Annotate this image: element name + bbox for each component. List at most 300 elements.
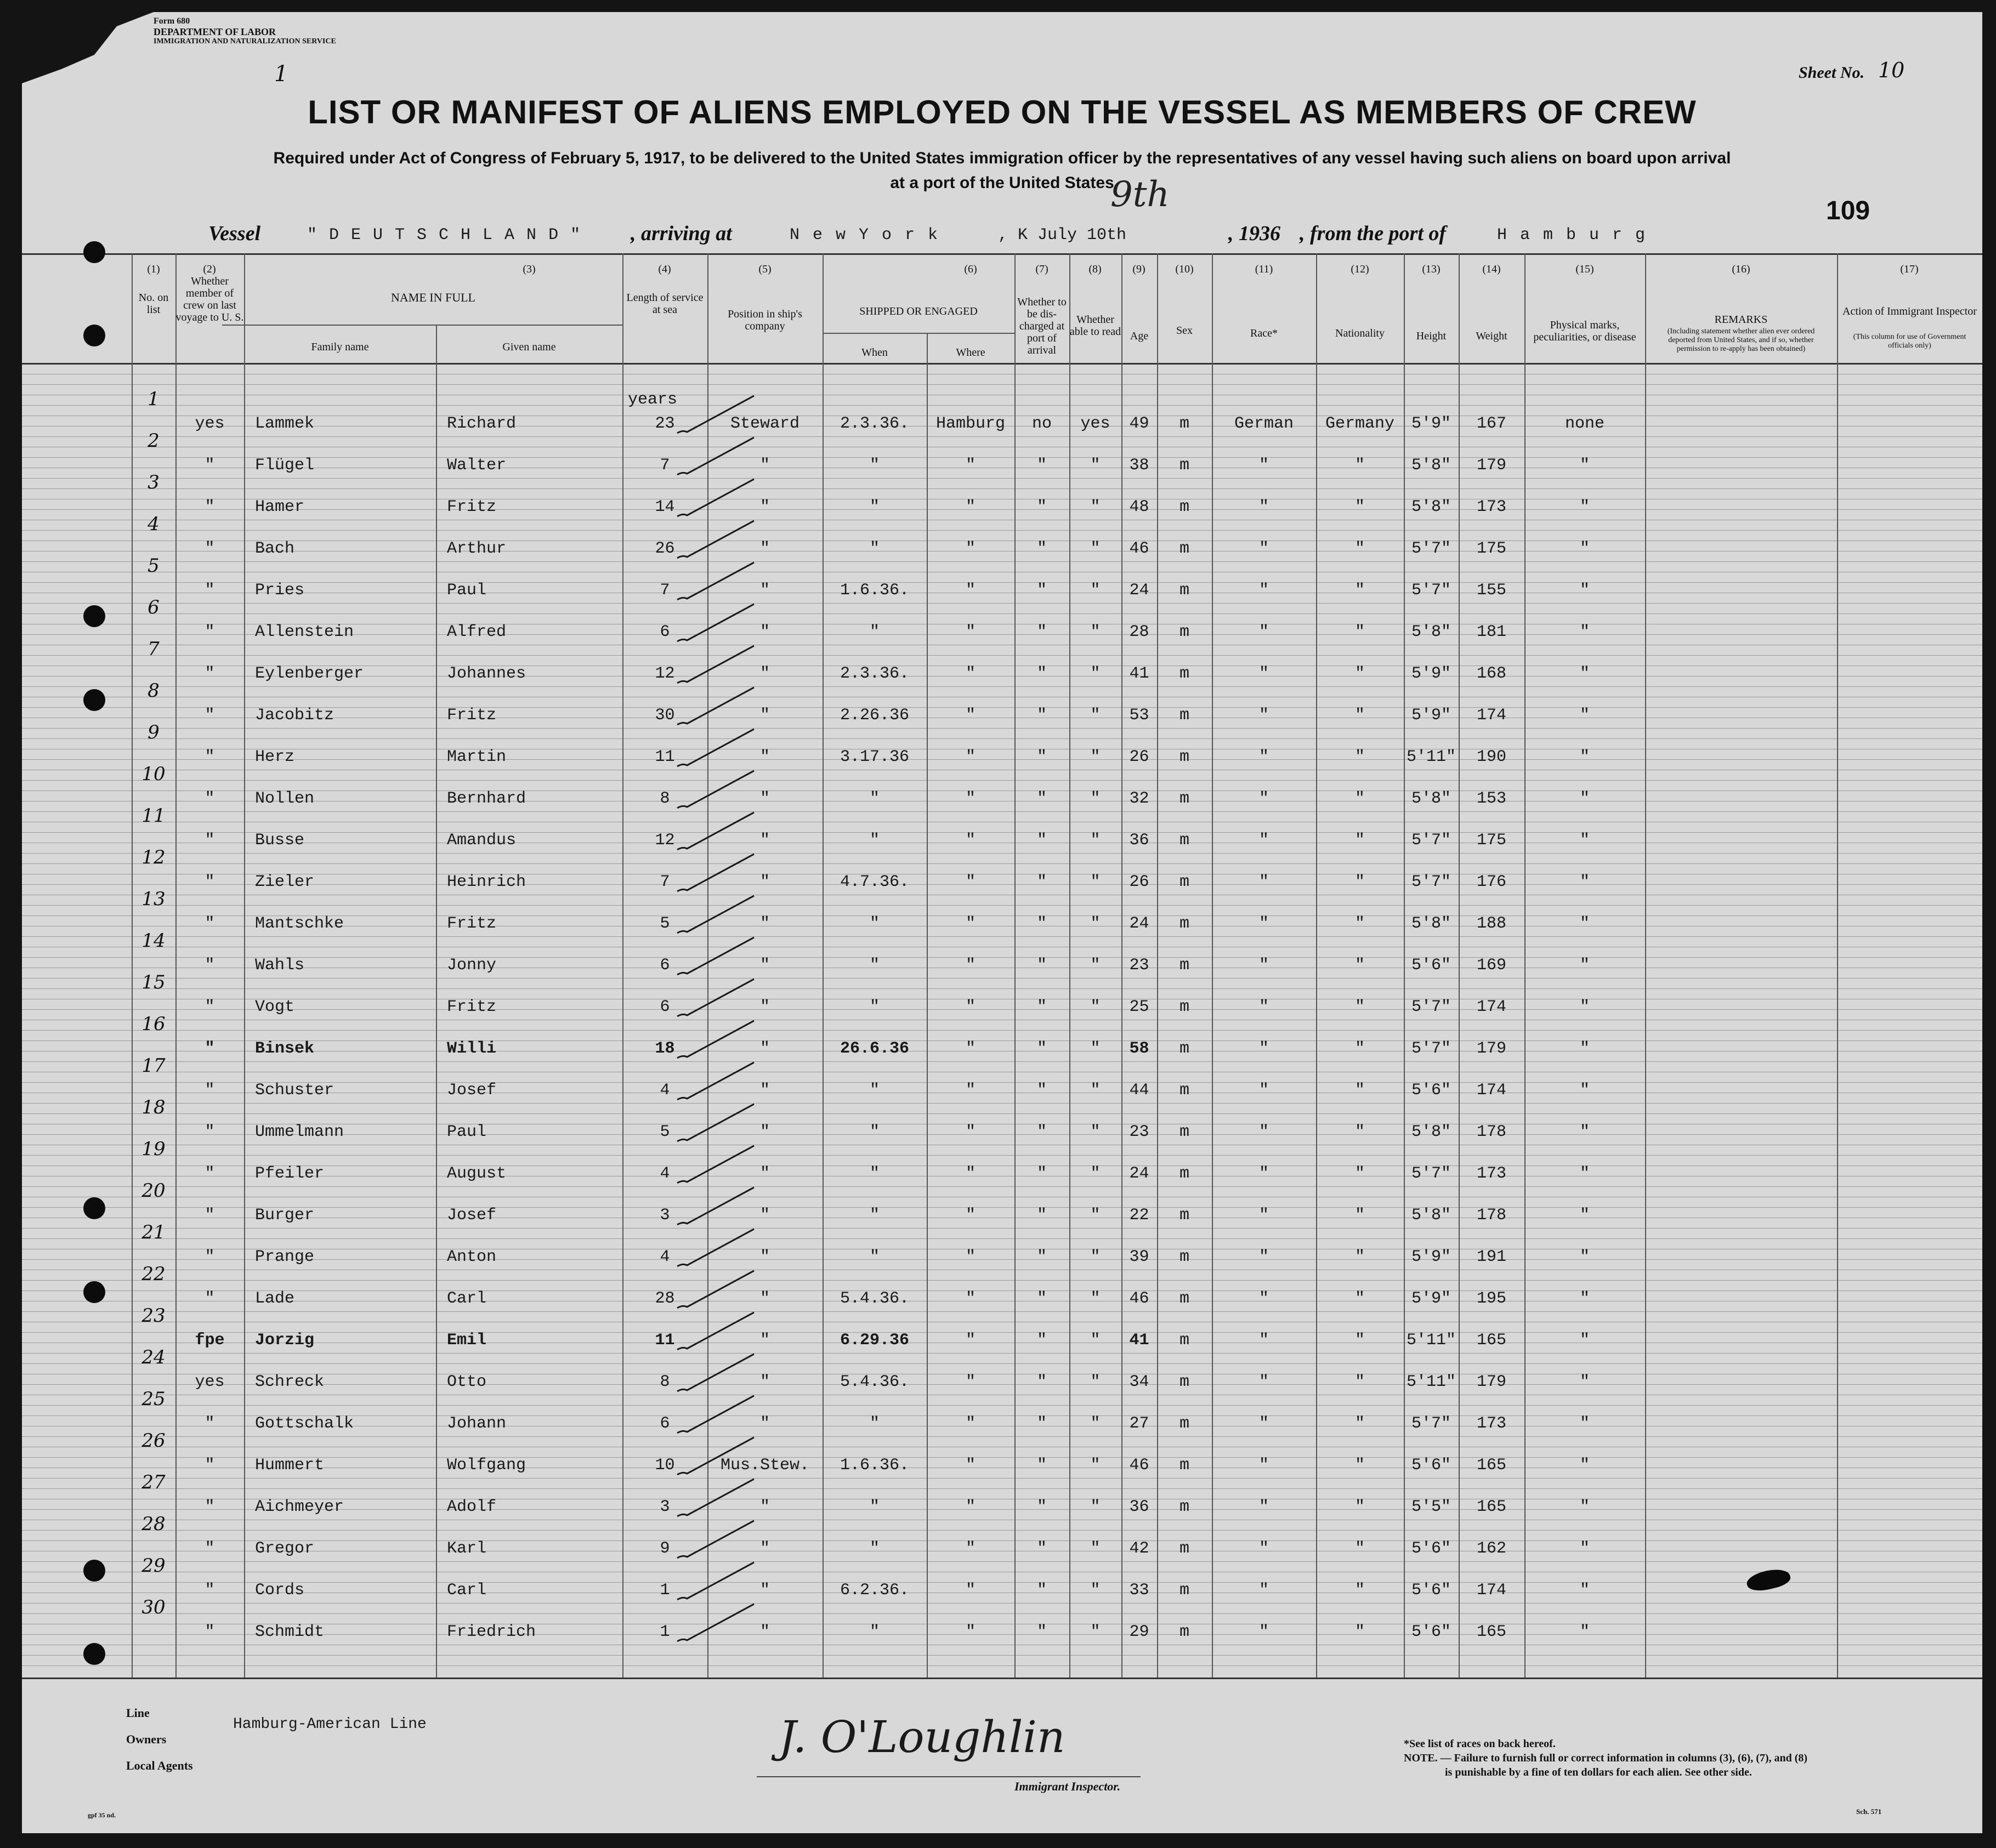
cell-race: " bbox=[1258, 1539, 1269, 1558]
cell-service: 4 bbox=[660, 1164, 670, 1183]
cell-member: " bbox=[205, 748, 215, 766]
col-head-physical: Physical marks, peculiarities, or disease bbox=[1533, 319, 1636, 343]
cell-where: " bbox=[965, 1581, 976, 1600]
cell-dis: " bbox=[1036, 873, 1047, 891]
col-head-position: Position in ship's company bbox=[728, 308, 802, 332]
from-label: , from the port of bbox=[1300, 222, 1447, 245]
cell-n: 10 bbox=[141, 763, 166, 785]
cell-phys: " bbox=[1579, 1081, 1590, 1100]
cell-nat: " bbox=[1354, 498, 1365, 516]
cell-member: " bbox=[205, 706, 215, 725]
cell-weight: 190 bbox=[1476, 748, 1506, 766]
cell-phys: " bbox=[1579, 1039, 1590, 1058]
cell-service: 6 bbox=[660, 623, 670, 641]
cell-family: Schreck bbox=[255, 1373, 325, 1391]
cell-age: 46 bbox=[1129, 539, 1149, 558]
cell-given: Carl bbox=[447, 1581, 487, 1600]
cell-age: 34 bbox=[1129, 1373, 1149, 1391]
cell-nat: Germany bbox=[1325, 414, 1395, 433]
line-label: Line bbox=[126, 1706, 150, 1720]
cell-sex: m bbox=[1179, 1331, 1189, 1350]
binder-hole bbox=[83, 1281, 105, 1303]
cell-race: " bbox=[1258, 1581, 1269, 1600]
column-line bbox=[132, 253, 133, 1678]
cell-family: Pfeiler bbox=[255, 1164, 325, 1183]
table-bottom-border bbox=[22, 1678, 1982, 1679]
cell-age: 29 bbox=[1129, 1623, 1149, 1641]
cell-age: 33 bbox=[1129, 1581, 1149, 1600]
col-head-name: NAME IN FULL bbox=[391, 291, 475, 304]
cell-phys: " bbox=[1579, 1248, 1590, 1266]
ruled-line bbox=[22, 1280, 1982, 1281]
cell-given: Bernhard bbox=[447, 789, 526, 808]
column-number: (13) bbox=[1422, 263, 1441, 275]
cell-weight: 155 bbox=[1476, 581, 1506, 600]
cell-family: Ummelmann bbox=[255, 1123, 344, 1141]
subtitle-line1: Required under Act of Congress of February 5, 1917, to be delivered to the United States immigration officer by the representatives of any vessel having such aliens on board upon arrival bbox=[273, 149, 1731, 167]
cell-height: 5'7" bbox=[1411, 1164, 1451, 1183]
cell-member: " bbox=[205, 1539, 215, 1558]
cell-sex: m bbox=[1179, 456, 1189, 475]
cell-given: Carl bbox=[447, 1289, 487, 1308]
cell-weight: 175 bbox=[1476, 831, 1506, 850]
cell-where: " bbox=[965, 1164, 976, 1183]
cell-race: " bbox=[1258, 581, 1269, 600]
cell-height: 5'6" bbox=[1411, 956, 1451, 975]
cell-position: " bbox=[759, 789, 770, 808]
cell-phys: " bbox=[1579, 1581, 1590, 1600]
cell-dis: " bbox=[1036, 1373, 1047, 1391]
cell-age: 38 bbox=[1129, 456, 1149, 475]
cell-when: 1.6.36. bbox=[840, 1456, 910, 1475]
signature-line bbox=[757, 1776, 1141, 1777]
cell-race: " bbox=[1258, 831, 1269, 850]
cell-family: Nollen bbox=[255, 789, 315, 808]
column-number: (6) bbox=[964, 263, 977, 275]
cell-family: Schmidt bbox=[255, 1623, 325, 1641]
cell-when: 1.6.36. bbox=[840, 581, 910, 600]
cell-phys: " bbox=[1579, 998, 1590, 1016]
cell-where: " bbox=[965, 1623, 976, 1641]
cell-given: Friedrich bbox=[447, 1623, 536, 1641]
cell-where: " bbox=[965, 1498, 976, 1516]
cell-nat: " bbox=[1354, 1123, 1365, 1141]
cell-race: " bbox=[1258, 914, 1269, 933]
cell-height: 5'8" bbox=[1411, 498, 1451, 516]
cell-position: " bbox=[759, 1539, 770, 1558]
cell-age: 28 bbox=[1129, 623, 1149, 641]
cell-when: " bbox=[869, 1206, 880, 1225]
cell-dis: " bbox=[1036, 1123, 1047, 1141]
cell-when: " bbox=[869, 831, 880, 850]
cell-position: " bbox=[759, 914, 770, 933]
cell-position: " bbox=[759, 1331, 770, 1350]
cell-dis: " bbox=[1036, 456, 1047, 475]
cell-read: " bbox=[1090, 873, 1101, 891]
cell-n: 5 bbox=[148, 555, 160, 577]
column-number: (17) bbox=[1900, 263, 1919, 275]
binder-hole bbox=[83, 1197, 105, 1219]
cell-dis: " bbox=[1036, 1039, 1047, 1058]
cell-given: Wolfgang bbox=[447, 1456, 526, 1475]
col-head-read: Whether able to read bbox=[1069, 314, 1121, 338]
cell-phys: " bbox=[1579, 1373, 1590, 1391]
departure-port: H a m b u r g bbox=[1497, 226, 1647, 244]
cell-where: " bbox=[965, 831, 976, 850]
cell-member: " bbox=[205, 1164, 215, 1183]
cell-weight: 162 bbox=[1476, 1539, 1506, 1558]
cell-sex: m bbox=[1179, 706, 1189, 725]
cell-sex: m bbox=[1179, 1539, 1189, 1558]
cell-position: " bbox=[759, 498, 770, 516]
cell-age: 22 bbox=[1129, 1206, 1149, 1225]
cell-read: " bbox=[1090, 1456, 1101, 1475]
cell-when: " bbox=[869, 1248, 880, 1266]
cell-dis: no bbox=[1031, 414, 1052, 433]
cell-n: 24 bbox=[141, 1346, 166, 1368]
cell-height: 5'6" bbox=[1411, 1456, 1451, 1475]
cell-service: 23 bbox=[655, 414, 675, 433]
ruled-line bbox=[22, 988, 1982, 989]
table-top-border bbox=[22, 253, 1982, 255]
cell-service: 12 bbox=[655, 831, 675, 850]
cell-n: 26 bbox=[141, 1430, 166, 1452]
ruled-line bbox=[22, 1405, 1982, 1406]
cell-phys: none bbox=[1564, 414, 1604, 433]
cell-n: 28 bbox=[141, 1513, 166, 1535]
cell-n: 19 bbox=[141, 1138, 166, 1160]
cell-read: " bbox=[1090, 1331, 1101, 1350]
cell-where: " bbox=[965, 1248, 976, 1266]
column-number: (2) bbox=[203, 263, 216, 275]
cell-read: yes bbox=[1080, 414, 1110, 433]
cell-n: 12 bbox=[141, 846, 166, 868]
cell-age: 42 bbox=[1129, 1539, 1149, 1558]
cell-age: 48 bbox=[1129, 498, 1149, 516]
cell-race: " bbox=[1258, 1373, 1269, 1391]
column-number: (15) bbox=[1575, 263, 1594, 275]
cell-n: 22 bbox=[141, 1263, 166, 1285]
column-number: (14) bbox=[1482, 263, 1501, 275]
cell-family: Prange bbox=[255, 1248, 315, 1266]
cell-nat: " bbox=[1354, 664, 1365, 683]
cell-family: Hummert bbox=[255, 1456, 325, 1475]
cell-nat: " bbox=[1354, 1164, 1365, 1183]
cell-n: 21 bbox=[141, 1221, 166, 1243]
cell-n: 11 bbox=[141, 805, 166, 827]
cell-n: 17 bbox=[141, 1055, 166, 1077]
cell-race: " bbox=[1258, 1623, 1269, 1641]
cell-age: 25 bbox=[1129, 998, 1149, 1016]
cell-family: Allenstein bbox=[255, 623, 354, 641]
cell-where: " bbox=[965, 1539, 976, 1558]
manifest-sheet bbox=[22, 12, 1982, 1833]
cell-where: " bbox=[965, 456, 976, 475]
cell-sex: m bbox=[1179, 1623, 1189, 1641]
cell-member: yes bbox=[195, 414, 225, 433]
cell-given: Otto bbox=[447, 1373, 487, 1391]
cell-dis: " bbox=[1036, 498, 1047, 516]
ruled-line bbox=[22, 1228, 1982, 1229]
cell-where: Hamburg bbox=[935, 414, 1006, 433]
cell-weight: 165 bbox=[1476, 1456, 1506, 1475]
cell-nat: " bbox=[1354, 539, 1365, 558]
cell-race: " bbox=[1258, 1206, 1269, 1225]
cell-dis: " bbox=[1036, 748, 1047, 766]
cell-family: Zieler bbox=[255, 873, 315, 891]
cell-service: 28 bbox=[655, 1289, 675, 1308]
cell-height: 5'8" bbox=[1411, 1206, 1451, 1225]
ruled-line bbox=[22, 1238, 1982, 1239]
cell-position: " bbox=[759, 831, 770, 850]
cell-dis: " bbox=[1036, 1414, 1047, 1433]
cell-read: " bbox=[1090, 914, 1101, 933]
cell-height: 5'11" bbox=[1406, 748, 1456, 766]
cell-when: 5.4.36. bbox=[840, 1289, 910, 1308]
cell-when: " bbox=[869, 623, 880, 641]
note-line2: is punishable by a fine of ten dollars for each alien. See other side. bbox=[1445, 1766, 1752, 1778]
cell-service: 11 bbox=[655, 1331, 675, 1350]
cell-position: " bbox=[759, 1164, 770, 1183]
cell-phys: " bbox=[1579, 1289, 1590, 1308]
cell-position: " bbox=[759, 623, 770, 641]
cell-read: " bbox=[1090, 1498, 1101, 1516]
cell-member: " bbox=[205, 623, 215, 641]
schedule-code: Sch. 571 bbox=[1856, 1807, 1882, 1816]
cell-when: 3.17.36 bbox=[840, 748, 910, 766]
cell-when: 2.3.36. bbox=[840, 414, 910, 433]
cell-height: 5'7" bbox=[1411, 1414, 1451, 1433]
cell-race: " bbox=[1258, 789, 1269, 808]
cell-where: " bbox=[965, 706, 976, 725]
cell-service: 9 bbox=[660, 1539, 670, 1558]
cell-height: 5'8" bbox=[1411, 789, 1451, 808]
cell-dis: " bbox=[1036, 1081, 1047, 1100]
col-head-remarks-note: (Including statement whether alien ever ordered deported from United States, and if so, whether permission to re-apply has been obtained) bbox=[1667, 327, 1815, 353]
cell-service: 4 bbox=[660, 1081, 670, 1100]
cell-when: 26.6.36 bbox=[840, 1039, 910, 1058]
column-number: (16) bbox=[1732, 263, 1750, 275]
cell-sex: m bbox=[1179, 1581, 1189, 1600]
cell-member: " bbox=[205, 1581, 215, 1600]
binder-hole bbox=[83, 1643, 105, 1665]
cell-race: " bbox=[1258, 664, 1269, 683]
cell-sex: m bbox=[1179, 789, 1189, 808]
col-head-where: Where bbox=[956, 346, 985, 359]
ruled-line bbox=[22, 1655, 1982, 1656]
ruled-line bbox=[22, 405, 1982, 406]
form-number: Form 680 bbox=[154, 16, 190, 26]
line-value: Hamburg-American Line bbox=[233, 1716, 427, 1733]
col-head-height: Height bbox=[1416, 330, 1447, 342]
cell-service: 4 bbox=[660, 1248, 670, 1266]
cell-weight: 174 bbox=[1476, 706, 1506, 725]
col-head-race: Race* bbox=[1250, 327, 1278, 339]
note-races: *See list of races on back hereof. bbox=[1404, 1738, 1556, 1750]
stamp-number: 109 bbox=[1826, 196, 1870, 225]
cell-given: Arthur bbox=[447, 539, 507, 558]
cell-sex: m bbox=[1179, 1081, 1189, 1100]
column-number: (3) bbox=[523, 263, 536, 275]
cell-where: " bbox=[965, 498, 976, 516]
cell-nat: " bbox=[1354, 831, 1365, 850]
cell-service: 18 bbox=[655, 1039, 675, 1058]
cell-race: " bbox=[1258, 748, 1269, 766]
years-unit: years bbox=[628, 390, 678, 409]
cell-read: " bbox=[1090, 1539, 1101, 1558]
cell-member: fpe bbox=[195, 1331, 225, 1350]
col-head-sex: Sex bbox=[1176, 325, 1193, 337]
cell-when: " bbox=[869, 539, 880, 558]
ink-blot bbox=[1745, 1566, 1792, 1594]
cell-sex: m bbox=[1179, 623, 1189, 641]
cell-phys: " bbox=[1579, 873, 1590, 891]
cell-given: Fritz bbox=[447, 998, 497, 1016]
cell-read: " bbox=[1090, 1623, 1101, 1641]
cell-given: Johannes bbox=[447, 664, 526, 683]
cell-height: 5'11" bbox=[1406, 1373, 1456, 1391]
cell-height: 5'9" bbox=[1411, 1289, 1451, 1308]
ruled-line bbox=[22, 1561, 1982, 1562]
cell-race: " bbox=[1258, 956, 1269, 975]
ruled-line bbox=[22, 1311, 1982, 1312]
col-head-family: Family name bbox=[311, 341, 369, 353]
cell-when: 6.29.36 bbox=[840, 1331, 910, 1350]
cell-dis: " bbox=[1036, 998, 1047, 1016]
ruled-line bbox=[22, 1478, 1982, 1479]
cell-when: " bbox=[869, 498, 880, 516]
cell-age: 41 bbox=[1129, 664, 1149, 683]
cell-race: " bbox=[1258, 456, 1269, 475]
cell-dis: " bbox=[1036, 1164, 1047, 1183]
cell-given: Paul bbox=[447, 581, 487, 600]
cell-dis: " bbox=[1036, 914, 1047, 933]
cell-age: 27 bbox=[1129, 1414, 1149, 1433]
cell-sex: m bbox=[1179, 1206, 1189, 1225]
cell-race: " bbox=[1258, 623, 1269, 641]
cell-service: 7 bbox=[660, 456, 670, 475]
cell-phys: " bbox=[1579, 1539, 1590, 1558]
agents-label: Local Agents bbox=[126, 1759, 193, 1772]
cell-read: " bbox=[1090, 1164, 1101, 1183]
cell-when: 4.7.36. bbox=[840, 873, 910, 891]
cell-age: 44 bbox=[1129, 1081, 1149, 1100]
ruled-line bbox=[22, 811, 1982, 812]
cell-weight: 173 bbox=[1476, 498, 1506, 516]
cell-race: " bbox=[1258, 1248, 1269, 1266]
cell-height: 5'7" bbox=[1411, 539, 1451, 558]
cell-n: 14 bbox=[141, 930, 166, 952]
cell-read: " bbox=[1090, 956, 1101, 975]
cell-member: " bbox=[205, 1289, 215, 1308]
cell-dis: " bbox=[1036, 789, 1047, 808]
cell-age: 24 bbox=[1129, 581, 1149, 600]
cell-read: " bbox=[1090, 1081, 1101, 1100]
cell-age: 41 bbox=[1129, 1331, 1149, 1350]
cell-age: 49 bbox=[1129, 414, 1149, 433]
cell-service: 1 bbox=[660, 1623, 670, 1641]
cell-nat: " bbox=[1354, 998, 1365, 1016]
cell-family: Bach bbox=[255, 539, 295, 558]
cell-height: 5'7" bbox=[1411, 831, 1451, 850]
cell-weight: 175 bbox=[1476, 539, 1506, 558]
cell-nat: " bbox=[1354, 1081, 1365, 1100]
cell-where: " bbox=[965, 664, 976, 683]
cell-sex: m bbox=[1179, 1289, 1189, 1308]
ruled-line bbox=[22, 936, 1982, 937]
cell-family: Hamer bbox=[255, 498, 305, 516]
cell-dis: " bbox=[1036, 1289, 1047, 1308]
cell-when: 2.3.36. bbox=[840, 664, 910, 683]
cell-phys: " bbox=[1579, 456, 1590, 475]
cell-dis: " bbox=[1036, 581, 1047, 600]
cell-phys: " bbox=[1579, 664, 1590, 683]
cell-service: 6 bbox=[660, 956, 670, 975]
cell-sex: m bbox=[1179, 1456, 1189, 1475]
sheet-number: 10 bbox=[1878, 58, 1905, 82]
cell-phys: " bbox=[1579, 1164, 1590, 1183]
cell-dis: " bbox=[1036, 956, 1047, 975]
cell-member: " bbox=[205, 956, 215, 975]
cell-phys: " bbox=[1579, 1623, 1590, 1641]
cell-nat: " bbox=[1354, 1248, 1365, 1266]
cell-weight: 169 bbox=[1476, 956, 1506, 975]
cell-where: " bbox=[965, 1373, 976, 1391]
cell-position: " bbox=[759, 1081, 770, 1100]
cell-weight: 174 bbox=[1476, 1081, 1506, 1100]
cell-weight: 179 bbox=[1476, 1373, 1506, 1391]
cell-service: 14 bbox=[655, 498, 675, 516]
cell-member: " bbox=[205, 789, 215, 808]
cell-age: 58 bbox=[1129, 1039, 1149, 1058]
cell-member: " bbox=[205, 1039, 215, 1058]
cell-read: " bbox=[1090, 1206, 1101, 1225]
cell-race: " bbox=[1258, 1456, 1269, 1475]
cell-when: 2.26.36 bbox=[840, 706, 910, 725]
cell-weight: 167 bbox=[1476, 414, 1506, 433]
page-title: LIST OR MANIFEST OF ALIENS EMPLOYED ON THE VESSEL AS MEMBERS OF CREW bbox=[308, 94, 1697, 130]
cell-read: " bbox=[1090, 748, 1101, 766]
cell-race: " bbox=[1258, 1331, 1269, 1350]
cell-family: Eylenberger bbox=[255, 664, 364, 683]
header-divider-name bbox=[222, 325, 622, 326]
cell-age: 32 bbox=[1129, 789, 1149, 808]
cell-n: 1 bbox=[148, 388, 160, 410]
cell-position: " bbox=[759, 1039, 770, 1058]
column-number: (11) bbox=[1255, 263, 1273, 275]
cell-age: 23 bbox=[1129, 956, 1149, 975]
cell-weight: 168 bbox=[1476, 664, 1506, 683]
cell-nat: " bbox=[1354, 1206, 1365, 1225]
cell-member: " bbox=[205, 1123, 215, 1141]
cell-dis: " bbox=[1036, 706, 1047, 725]
cell-n: 25 bbox=[141, 1388, 166, 1410]
ruled-line bbox=[22, 436, 1982, 437]
cell-age: 53 bbox=[1129, 706, 1149, 725]
cell-race: " bbox=[1258, 1414, 1269, 1433]
ruled-line bbox=[22, 1186, 1982, 1187]
cell-sex: m bbox=[1179, 498, 1189, 516]
vessel-label: Vessel bbox=[208, 222, 260, 245]
cell-given: Emil bbox=[447, 1331, 487, 1350]
col-head-age: Age bbox=[1130, 330, 1149, 342]
cell-nat: " bbox=[1354, 581, 1365, 600]
cell-race: " bbox=[1258, 1123, 1269, 1141]
cell-family: Jorzig bbox=[255, 1331, 315, 1350]
cell-phys: " bbox=[1579, 539, 1590, 558]
cell-n: 3 bbox=[148, 471, 160, 493]
cell-weight: 174 bbox=[1476, 998, 1506, 1016]
